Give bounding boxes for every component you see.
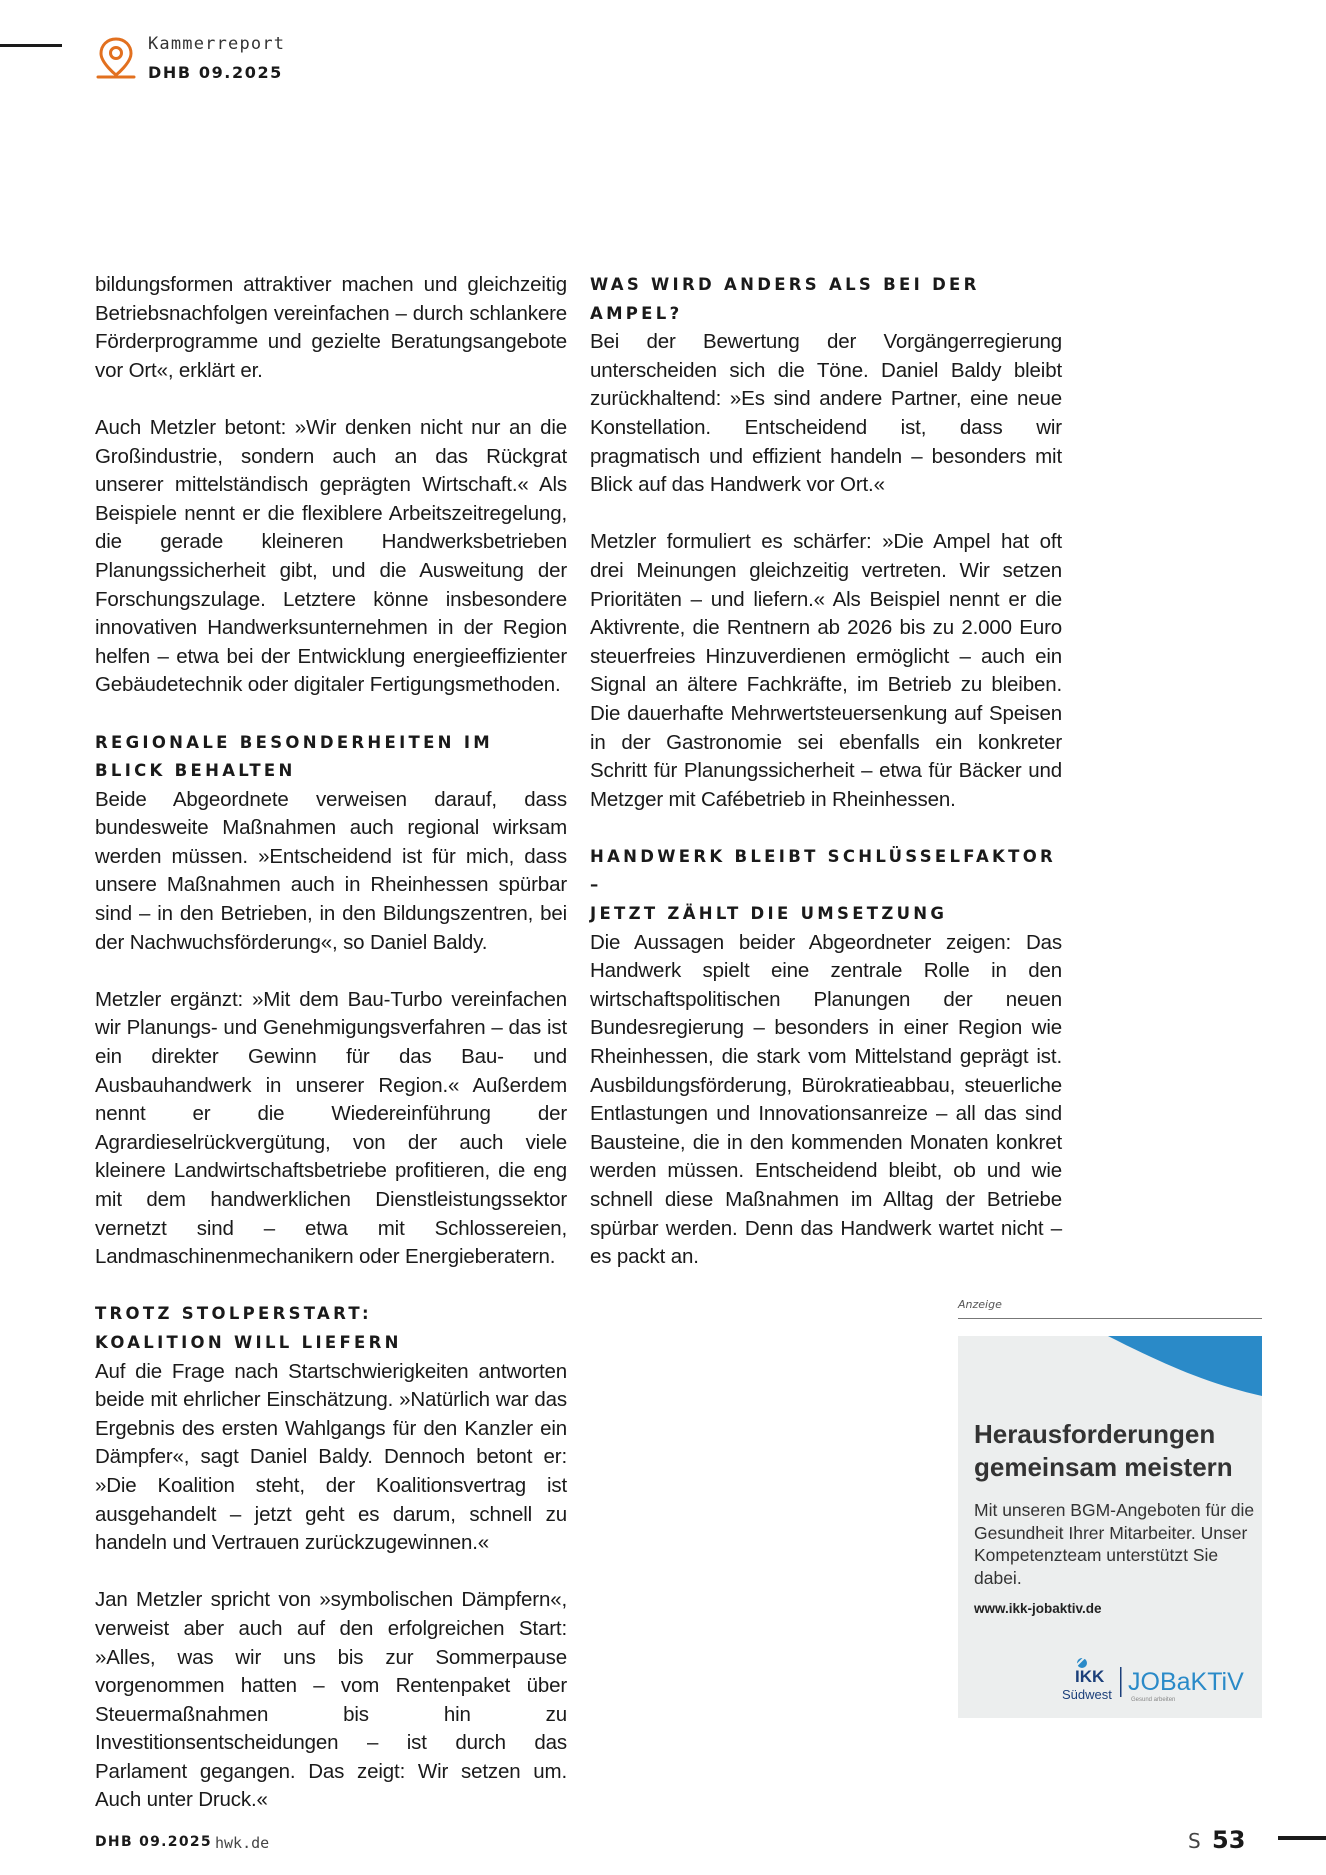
location-pin-icon — [96, 36, 136, 80]
paragraph: Auch Metzler betont: »Wir denken nicht nur an die Großindustrie, sondern auch an das Rückgrat unserer mittelständisch geprägten Wirtschaft.« Als Beispiele nennt er die flexiblere Arbeitszeitregelung, die gerade kleineren Handwerksbetrieben Planungssicherheit gibt, und die Ausweitung der Forschungszulage. Letztere könne insbesondere innovativen Handwerksunternehmen in der Region helfen – etwa bei der Entwicklung energieeffizienter Gebäudetechnik oder digitaler Fertigungsmethoden. — [95, 415, 567, 697]
ad-url-link[interactable]: www.ikk-jobaktiv.de — [974, 1601, 1102, 1616]
paragraph: bildungsformen attraktiver machen und gleichzeitig Betriebsnachfolgen vereinfachen – durch schlankere Förderprogramme und gezielte Beratungsangebote vor Ort«, erklärt er. — [95, 273, 567, 382]
section-title: Kammerreport — [148, 34, 286, 54]
paragraph: Beide Abgeordnete verweisen darauf, dass bundesweite Maßnahmen auch regional wirksam werden müssen. »Entscheidend ist für mich, dass unsere Maßnahmen auch in Rheinhessen spürbar sind – in den Betrieben, in den Bildungszentren, bei der Nachwuchsförderung«, so Daniel Baldy. — [95, 787, 567, 954]
heading-line: TROTZ STOLPERSTART: — [95, 1304, 372, 1324]
ad-label: Anzeige — [958, 1298, 1002, 1311]
heading-line: BLICK BEHALTEN — [95, 761, 296, 781]
paragraph: Jan Metzler spricht von »symbolischen Dämpfern«, verweist aber auch auf den erfolgreichen Start: »Alles, was wir uns bis zur Sommerpause vorgenommen hatten – vom Rentenpaket über Steuermaßnahmen bis hin zu Investitionsentscheidungen – ist durch das Parlament gegangen. Das zeigt: Wir setzen um. Auch unter Druck.« — [95, 1588, 567, 1812]
footer-issue: DHB 09.2025 — [95, 1834, 212, 1850]
ad-headline: Herausforderungen gemeinsam meistern — [974, 1419, 1233, 1482]
heading-line: REGIONALE BESONDERHEITEN IM — [95, 732, 493, 752]
paragraph: Auf die Frage nach Startschwierigkeiten antworten beide mit ehrlicher Einschätzung. »Natürlich war das Ergebnis des ersten Wahlgangs für den Kanzler ein Dämpfer«, sagt Daniel Baldy. Dennoch betont er: »Die Koalition steht, der Koalitionsvertrag ist ausgehandelt – jetzt geht es darum, schnell zu handeln und Vertrauen zurückzugewinnen.« — [95, 1359, 567, 1555]
paragraph: Die Aussagen beider Abgeordneter zeigen: Das Handwerk spielt eine zentrale Rolle in den wirtschaftspolitischen Planungen der neuen Bundesregierung – besonders in einer Region wie Rheinhessen, die stark vom Mittelstand geprägt ist. Ausbildungsförderung, Bürokratieabbau, steuerliche Entlastungen und Innovationsanreize – all das sind Bausteine, die in den kommenden Monaten konkret werden müssen. Entscheidend bleibt, ob und wie schnell diese Maßnahmen im Alltag der Betriebe spürbar werden. Denn das Handwerk wartet nicht – es packt an. — [590, 930, 1062, 1269]
article-column-right — [590, 271, 1062, 1300]
section-heading — [95, 729, 567, 786]
logo-ikk: IKK — [1075, 1667, 1105, 1686]
heading-line: KOALITION WILL LIEFERN — [95, 1332, 402, 1352]
paragraph: Metzler formuliert es schärfer: »Die Ampel hat oft drei Meinungen gleichzeitig vertreten. Wir setzen Prioritäten – und liefern.« Als Beispiel nennt er die Aktivrente, die Rentnern ab 2026 bis zu 2.000 Euro steuerfreies Hinzuverdienen ermöglicht – auch ein Signal an ältere Fachkräfte, im Betrieb zu bleiben. Die dauerhafte Mehrwertsteuersenkung auf Speisen in der Gastronomie sei ebenfalls ein konkreter Schritt für Planungssicherheit – etwa für Bäcker und Metzger mit Cafébetrieb in Rheinhessen. — [590, 530, 1062, 811]
ad-body: Mit unseren BGM-Angeboten für die Gesundheit Ihrer Mitarbeiter. Unser Kompetenzteam unterstützt Sie dabei. — [974, 1500, 1255, 1588]
ikk-jobaktiv-logo — [1052, 1654, 1252, 1706]
page-prefix: S — [1188, 1829, 1201, 1853]
ad-divider — [958, 1318, 1262, 1319]
logo-region: Südwest — [1062, 1687, 1112, 1702]
logo-tagline: Gesund arbeiten — [1131, 1697, 1176, 1703]
page-number: 53 — [1212, 1826, 1246, 1854]
advertisement[interactable] — [958, 1336, 1262, 1718]
article-column-left — [95, 271, 567, 1844]
heading-line: HANDWERK BLEIBT SCHLÜSSELFAKTOR – — [590, 846, 1057, 895]
paragraph: Bei der Bewertung der Vorgängerregierung unterscheiden sich die Töne. Daniel Baldy bleibt zurückhaltend: »Es sind andere Partner, eine neue Konstellation. Entscheidend ist, dass wir pragmatisch und effizient handeln – besonders mit Blick auf das Handwerk vor Ort.« — [590, 330, 1062, 497]
issue-label: DHB 09.2025 — [148, 63, 283, 82]
logo-brand: JOBaKTiV — [1128, 1668, 1244, 1696]
section-heading — [590, 271, 1062, 328]
section-heading — [590, 843, 1062, 929]
footer-rule — [1278, 1836, 1326, 1840]
section-heading — [95, 1300, 567, 1357]
paragraph: Metzler ergänzt: »Mit dem Bau-Turbo vereinfachen wir Planungs- und Genehmigungsverfahren – das ist ein direkter Gewinn für das Bau- und Ausbauhandwerk in unserer Region.« Außerdem nennt er die Wiedereinführung der Agrardieselrückvergütung, von der auch viele kleinere Landwirtschaftsbetriebe profitieren, die eng mit dem handwerklichen Dienstleistungssektor vernetzt sind – etwa mit Schlossereien, Landmaschinenmechanikern oder Energieberatern. — [95, 987, 567, 1269]
header-rule — [0, 44, 62, 47]
footer-website-link[interactable]: hwk.de — [215, 1834, 270, 1852]
heading-line: JETZT ZÄHLT DIE UMSETZUNG — [590, 904, 948, 924]
heading-line: WAS WIRD ANDERS ALS BEI DER AMPEL? — [590, 275, 980, 323]
